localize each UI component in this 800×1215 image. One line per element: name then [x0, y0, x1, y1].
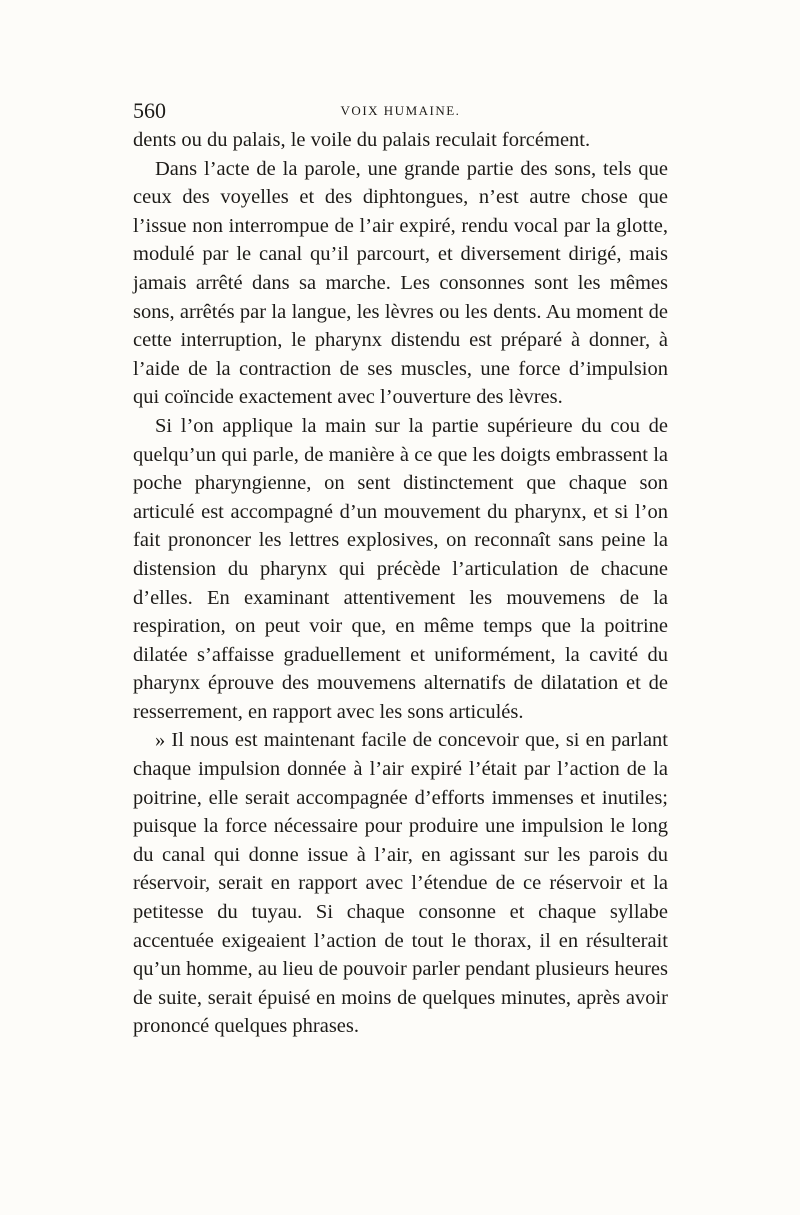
- paragraph-speech-act: Dans l’acte de la parole, une grande partie des sons, tels que ceux des voyelles et des diphtongues, n’est autre chose que l’issue non interrompue de l’air expiré, rendu vocal par la glotte, modulé par le canal qu’il parcourt, et diversement dirigé, mais jamais arrêté dans sa marche. Les consonnes sont les mêmes sons, arrêtés par la langue, les lèvres ou les dents. Au moment de cette interruption, le pharynx distendu est préparé à donner, à l’aide de la contraction de ses muscles, une force d’impulsion qui coïncide exactement avec l’ouverture des lèvres.: [133, 157, 668, 409]
- page-number: 560: [133, 98, 166, 123]
- paragraph-continued: dents ou du palais, le voile du palais reculait forcément.: [133, 129, 591, 151]
- running-head: VOIX HUMAINE.: [340, 103, 461, 118]
- page-header: [133, 96, 668, 126]
- body-text: [133, 126, 668, 1041]
- paragraph-pharynx-observation: Si l’on applique la main sur la partie supérieure du cou de quelqu’un qui parle, de manière à ce que les doigts embrassent la poche pharyngienne, on sent distinctement que chaque son articulé est accompagné d’un mouvement du pharynx, et si l’on fait prononcer les lettres explosives, on reconnaît sans peine la distension du pharynx qui précède l’articulation de chacune d’elles. En examinant attentivement les mouvemens de la respiration, on peut voir que, en même temps que la poitrine dilatée s’affaisse graduellement et uniformément, la cavité du pharynx éprouve des mouvemens alternatifs de dilatation et de resserrement, en rapport avec les sons articulés.: [133, 414, 668, 723]
- paragraph-impulsion: » Il nous est maintenant facile de concevoir que, si en parlant chaque impulsion donnée à l’air expiré l’était par l’action de la poitrine, elle serait accompagnée d’efforts immenses et inutiles; puisque la force nécessaire pour produire une impulsion le long du canal qui donne issue à l’air, en agissant sur les parois du réservoir, serait en rapport avec l’étendue de ce réservoir et la petitesse du tuyau. Si chaque consonne et chaque syllabe accentuée exigeaient l’action de tout le thorax, il en résulterait qu’un homme, au lieu de pouvoir parler pendant plusieurs heures de suite, serait épuisé en moins de quelques minutes, après avoir prononcé quelques phrases.: [133, 729, 668, 1038]
